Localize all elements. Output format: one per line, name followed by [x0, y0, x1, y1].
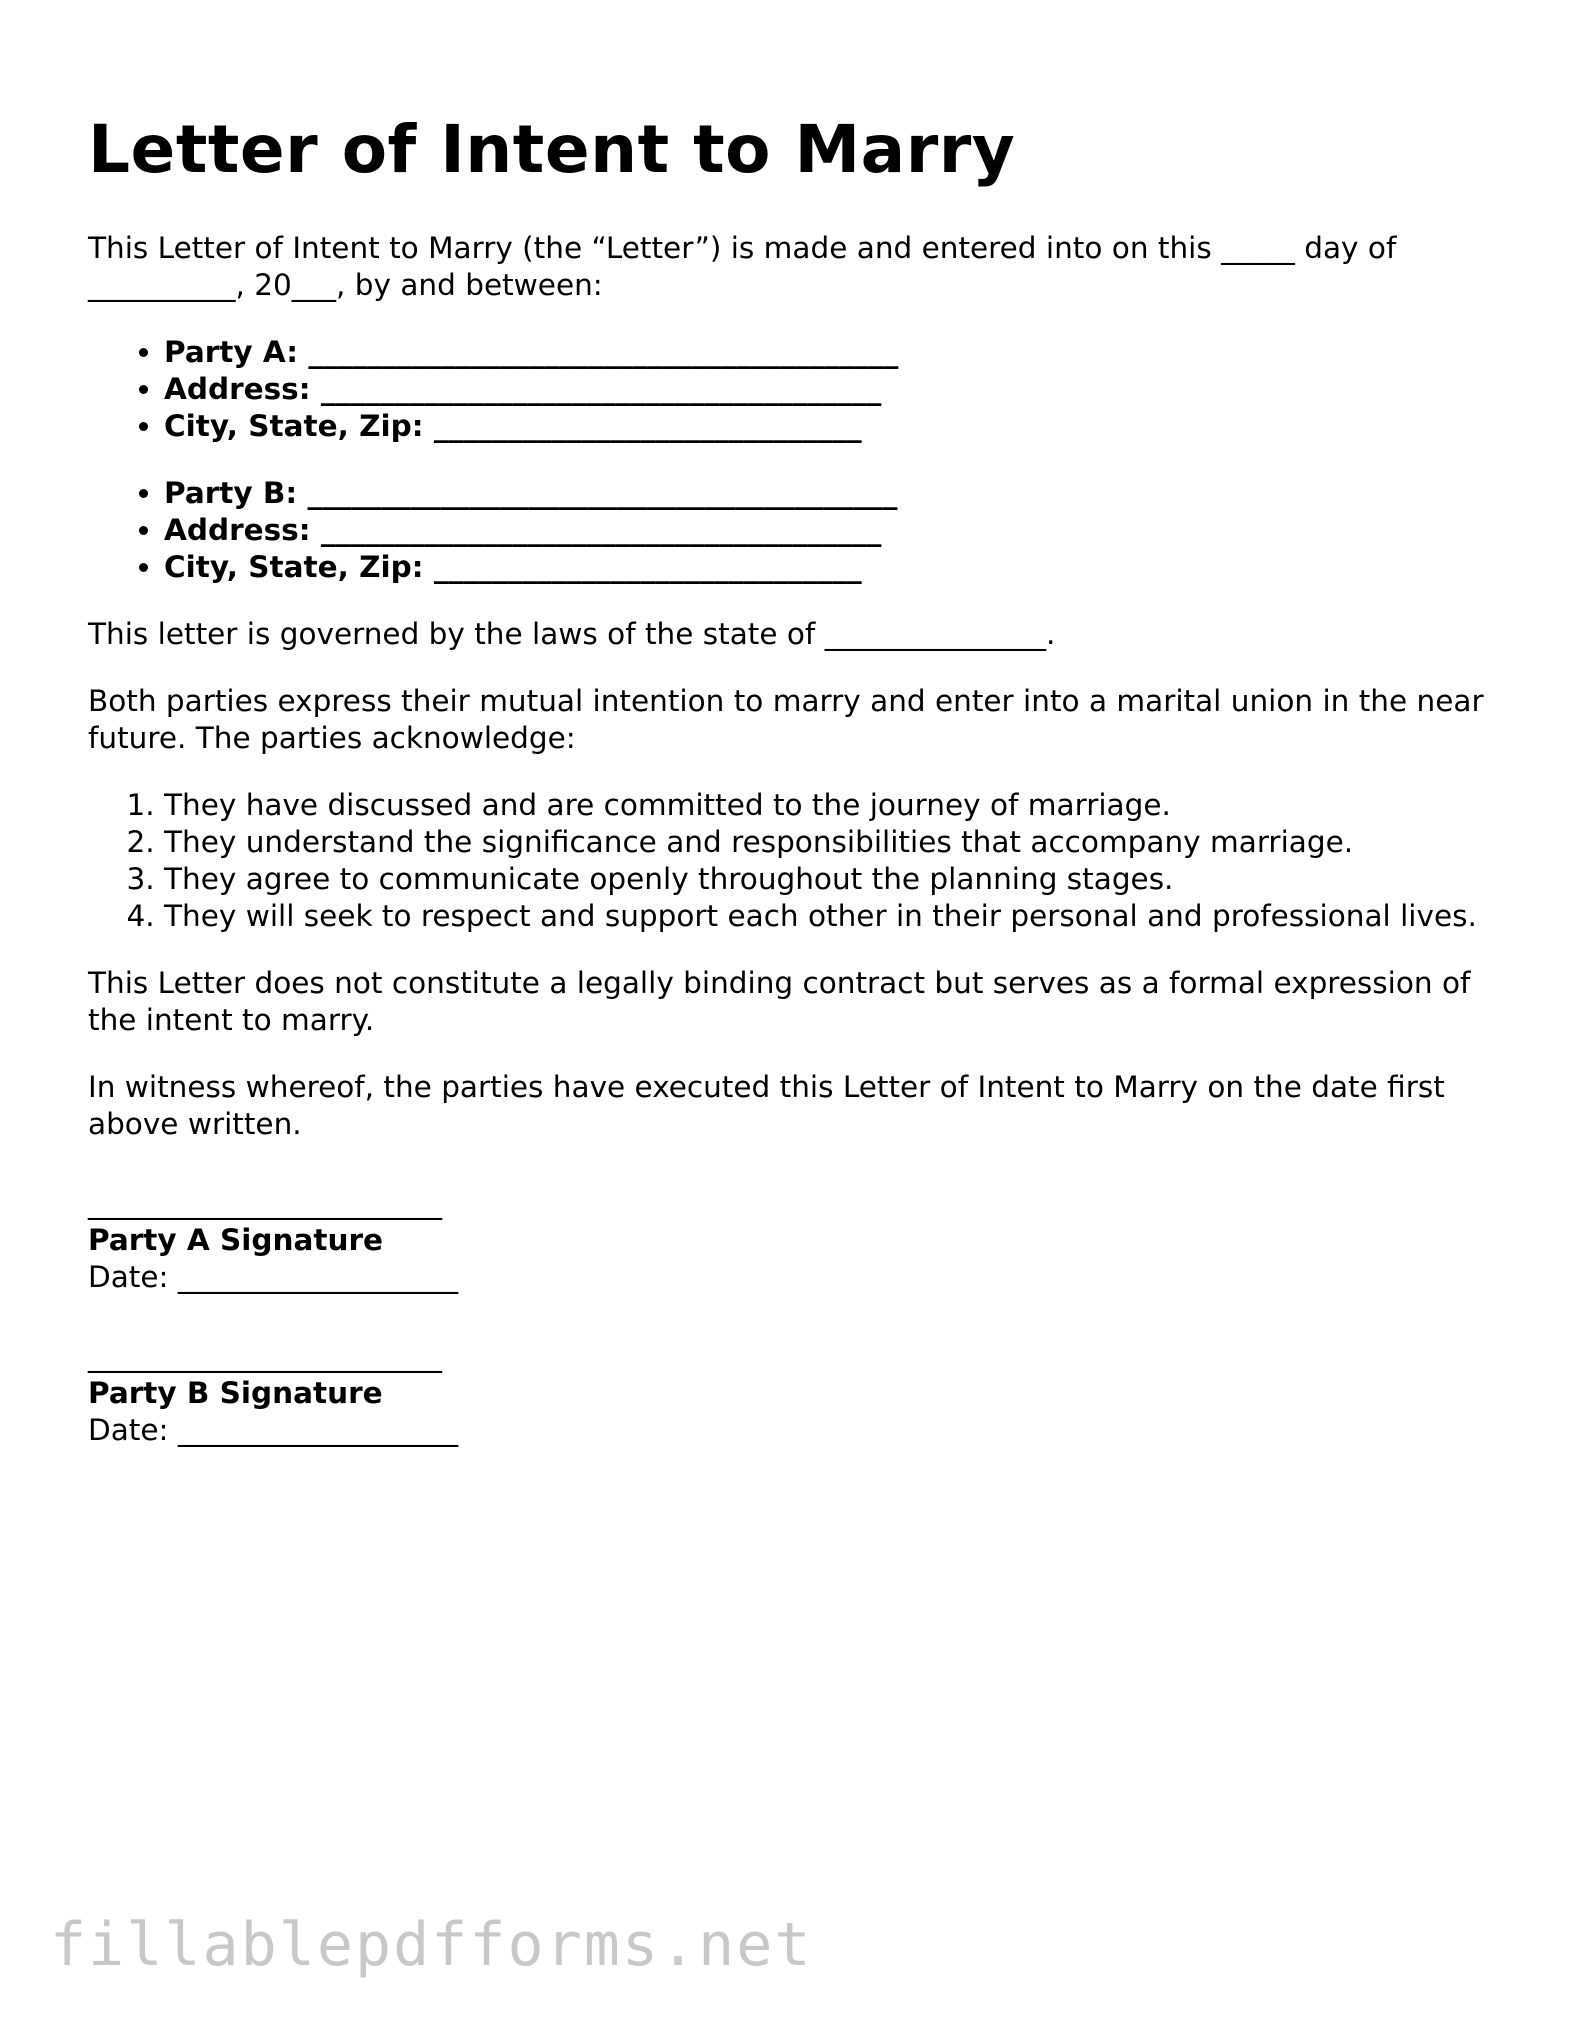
date-label: Date: — [88, 1260, 169, 1294]
party-b-signature-block — [88, 1338, 1508, 1449]
signature-title: Party A Signature — [88, 1223, 384, 1257]
acknowledgement-item: 3. They agree to communicate openly throughout the planning stages. — [164, 861, 1508, 898]
party-a-name-item — [164, 334, 1508, 371]
document-page — [88, 108, 1508, 1449]
intention-paragraph: Both parties express their mutual intention to marry and enter into a marital union in the near future. The parties acknowledge: — [88, 684, 1484, 755]
date-blank: ___________________ — [177, 1260, 459, 1294]
watermark: fillablepdfforms.net — [50, 1910, 813, 1980]
field-blank: ______________________________________ — [320, 513, 882, 547]
field-blank: _____________________________ — [433, 550, 862, 584]
governing-law-paragraph: This letter is governed by the laws of the state of _______________. — [88, 617, 1056, 651]
field-label: Party A: — [164, 335, 299, 369]
party-a-address-item — [164, 371, 1508, 408]
field-label: Address: — [164, 513, 311, 547]
field-label: City, State, Zip: — [164, 409, 424, 443]
field-blank: ______________________________________ — [320, 372, 882, 406]
party-a-city-item — [164, 408, 1508, 445]
party-a-signature-block — [88, 1185, 1508, 1296]
field-blank: _____________________________ — [433, 409, 862, 443]
signature-title: Party B Signature — [88, 1376, 383, 1410]
acknowledgement-item: 4. They will seek to respect and support each other in their personal and professional lives. — [164, 898, 1508, 935]
party-b-address-item — [164, 512, 1508, 549]
acknowledgement-item: 1. They have discussed and are committed to the journey of marriage. — [164, 787, 1508, 824]
intro-paragraph: This Letter of Intent to Marry (the “Letter”) is made and entered into on this _____ day of __________, 20___, by and between: — [88, 231, 1397, 302]
field-label: Party B: — [164, 476, 298, 510]
signature-date — [88, 1259, 1508, 1296]
field-blank: ________________________________________ — [307, 476, 898, 510]
field-blank: ________________________________________ — [308, 335, 899, 369]
field-label: Address: — [164, 372, 311, 406]
acknowledgements-list — [88, 787, 1508, 935]
field-label: City, State, Zip: — [164, 550, 424, 584]
witness-paragraph: In witness whereof, the parties have executed this Letter of Intent to Marry on the date first above written. — [88, 1070, 1445, 1141]
signature-line: ________________________ — [88, 1186, 442, 1220]
document-title: Letter of Intent to Marry — [88, 111, 1016, 188]
signature-date — [88, 1412, 1508, 1449]
signature-line: ________________________ — [88, 1339, 442, 1373]
party-a-list — [88, 334, 1508, 445]
party-b-list — [88, 475, 1508, 586]
disclaimer-paragraph: This Letter does not constitute a legally binding contract but serves as a formal expression of the intent to marry. — [88, 966, 1471, 1037]
party-b-city-item — [164, 549, 1508, 586]
date-blank: ___________________ — [177, 1413, 459, 1447]
date-label: Date: — [88, 1413, 169, 1447]
party-b-name-item — [164, 475, 1508, 512]
acknowledgement-item: 2. They understand the significance and responsibilities that accompany marriage. — [164, 824, 1508, 861]
